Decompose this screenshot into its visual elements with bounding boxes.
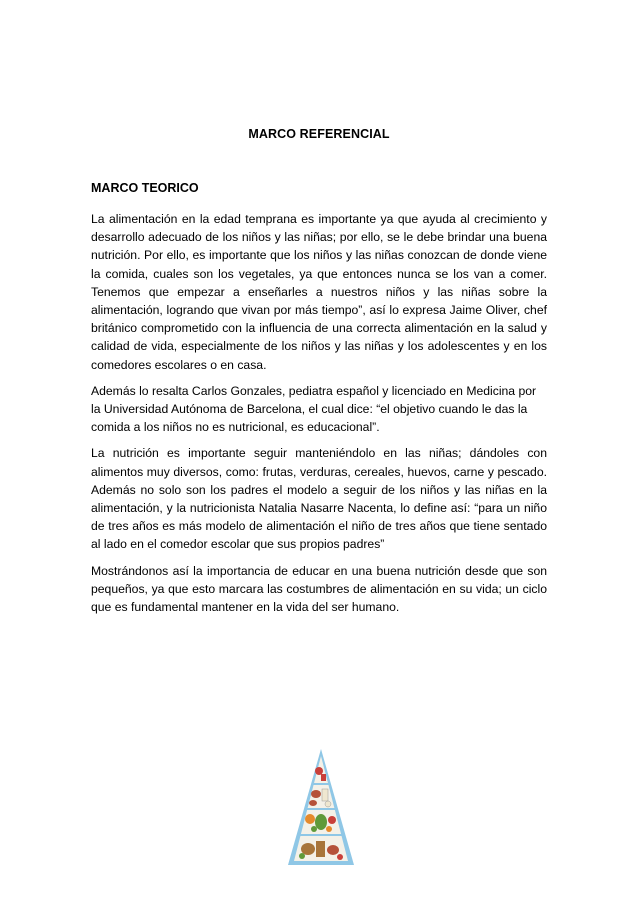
meat-item xyxy=(309,800,317,806)
food-pyramid-figure xyxy=(286,747,356,867)
fruit-item xyxy=(305,814,315,824)
sweets-item xyxy=(321,774,326,781)
dairy-item xyxy=(322,789,328,801)
grain-item xyxy=(337,854,343,860)
veg-item xyxy=(311,826,317,832)
paragraph-1: La alimentación en la edad temprana es importante ya que ayuda al crecimiento y desarrollo adecuado de los niños y las niñas; por ello, se le debe brindar una buena nutrición. Por ello, es importante que los niños y las niñas conozcan de donde viene la comida, cuales son los vegetales, ya que entonces nunca se los van a comer. Tenemos que empezar a enseñarles a nuestros niños y las niñas sobre la alimentación, logrando que vivan por más tiempo”, así lo expresa Jaime Oliver, chef británico comprometido con la influencia de una correcta alimentación en la salud y calidad de vida, especialmente de los niños y las niñas y los adolescentes y en los comedores escolares o en casa. xyxy=(91,212,547,372)
meat-item xyxy=(311,790,321,798)
dairy-item xyxy=(325,801,331,807)
grain-item xyxy=(299,853,305,859)
paragraph-4: Mostrándonos así la importancia de educar en una buena nutrición desde que son pequeños, ya que esto marcara las costumbres de alimentación en su vida; un ciclo que es fundamental mantener en la vida del ser humano. xyxy=(91,563,547,615)
section-heading: MARCO TEORICO xyxy=(91,181,199,195)
fruit-item xyxy=(326,826,332,832)
paragraph-2: Además lo resalta Carlos Gonzales, pediatra español y licenciado en Medicina por la Universidad Autónoma de Barcelona, el cual dice: “el objetivo cuando le das la comida a los niños no es nutricional, es educacional”. xyxy=(91,383,537,435)
page-title: MARCO REFERENCIAL xyxy=(248,127,390,141)
grain-item xyxy=(301,843,315,855)
grain-item xyxy=(316,841,325,857)
paragraph-3: La nutrición es importante seguir manteniéndolo en las niñas; dándoles con alimentos muy diversos, como: frutas, verduras, cereales, huevos, carne y pescado. Además no solo son los padres el modelo a seguir de los niños y las niñas en la alimentación, y la nutricionista Natalia Nasarre Nacenta, lo define así: “para un niño de tres años es más modelo de alimentación el niño de tres años que tiene sentado al lado en el comedor escolar que sus propios padres” xyxy=(91,446,547,552)
food-pyramid-icon xyxy=(286,747,356,867)
sweets-item xyxy=(315,767,323,775)
grain-item xyxy=(327,845,339,855)
fruit-item xyxy=(328,816,336,824)
body-text xyxy=(91,210,547,624)
veg-item xyxy=(315,814,327,830)
